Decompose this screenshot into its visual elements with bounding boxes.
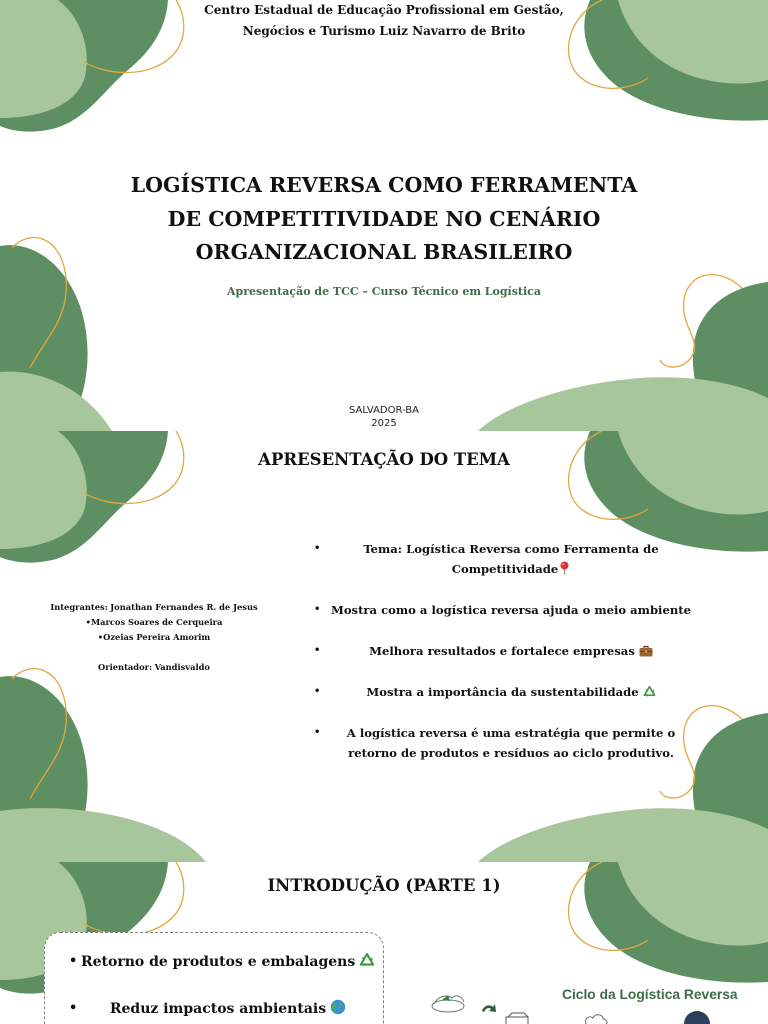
bullet-item <box>328 539 694 579</box>
theme-bullet-list <box>328 539 694 784</box>
team-members-line <box>30 600 278 615</box>
advisor-name: Vandisvaldo <box>154 662 210 672</box>
bullet-item <box>81 998 375 1020</box>
team-member-line <box>30 615 278 630</box>
title-line: DE COMPETITIVIDADE NO CENÁRIO <box>167 206 601 231</box>
school-header <box>0 0 768 42</box>
cloud-icon <box>586 1015 607 1024</box>
bullet-item <box>328 600 694 620</box>
decorative-leaf-bottom-left <box>0 808 206 862</box>
cover-slide <box>0 0 768 431</box>
team-member-line <box>30 630 278 645</box>
advisor-label: Orientador: <box>98 662 153 672</box>
theme-slide <box>0 431 768 862</box>
bullet-item <box>328 641 694 661</box>
slide-title: INTRODUÇÃO (PARTE 1) <box>267 876 501 895</box>
briefcase-icon <box>639 645 653 657</box>
year: 2025 <box>371 418 397 429</box>
bullet-text: Retorno de produtos e embalagens <box>81 954 356 970</box>
bullet-item <box>81 951 375 973</box>
pin-icon <box>559 561 570 575</box>
slide-title: APRESENTAÇÃO DO TEMA <box>258 450 510 469</box>
figure-title: Ciclo da Logística Reversa <box>562 987 738 1002</box>
presentation-title <box>0 169 768 270</box>
recycling-center-icon <box>432 995 464 1012</box>
advisor-line <box>30 660 278 675</box>
team-label: Integrantes: <box>50 602 108 612</box>
bullet-item <box>328 682 694 702</box>
school-header-line: Negócios e Turismo Luiz Navarro de Brito <box>242 24 526 38</box>
location: SALVADOR-BA <box>349 405 419 416</box>
team-member: Ozeias Pereira Amorim <box>103 632 211 642</box>
school-header-line: Centro Estadual de Educação Profissional em Gestão, <box>204 3 564 17</box>
bullet-text: Tema: Logística Reversa como Ferramenta de Competitividade <box>363 542 659 576</box>
location-and-year <box>0 404 768 430</box>
team-member: Marcos Soares de Cerqueira <box>90 617 223 627</box>
bullet-text: Mostra a importância da sustentabilidade <box>366 685 639 699</box>
bullet-item <box>328 723 694 763</box>
team-member: Jonathan Fernandes R. de Jesus <box>110 602 258 612</box>
cycle-arrow-icon <box>482 1004 496 1012</box>
team-block <box>30 600 278 675</box>
bullet-text: Mostra como a logística reversa ajuda o meio ambiente <box>330 603 691 617</box>
recycle-icon <box>359 952 375 968</box>
bullet-text: Melhora resultados e fortalece empresas <box>369 644 635 658</box>
recycle-icon <box>643 685 656 698</box>
presentation-subtitle: Apresentação de TCC – Curso Técnico em Logística <box>226 285 542 298</box>
bullet-text: A logística reversa é uma estratégia que permite o retorno de produtos e resíduos ao ciclo produtivo. <box>346 726 676 760</box>
navy-badge-icon <box>684 1011 710 1024</box>
globe-icon <box>330 999 346 1015</box>
title-line: LOGÍSTICA REVERSA COMO FERRAMENTA <box>130 173 638 197</box>
intro-slide <box>0 862 768 1024</box>
bullet-text: Reduz impactos ambientais <box>109 1001 327 1017</box>
intro-bullet-list <box>81 951 375 1024</box>
intro-bullet-box <box>44 932 384 1024</box>
title-line: ORGANIZACIONAL BRASILEIRO <box>195 240 573 264</box>
truck-icon <box>506 1013 528 1024</box>
